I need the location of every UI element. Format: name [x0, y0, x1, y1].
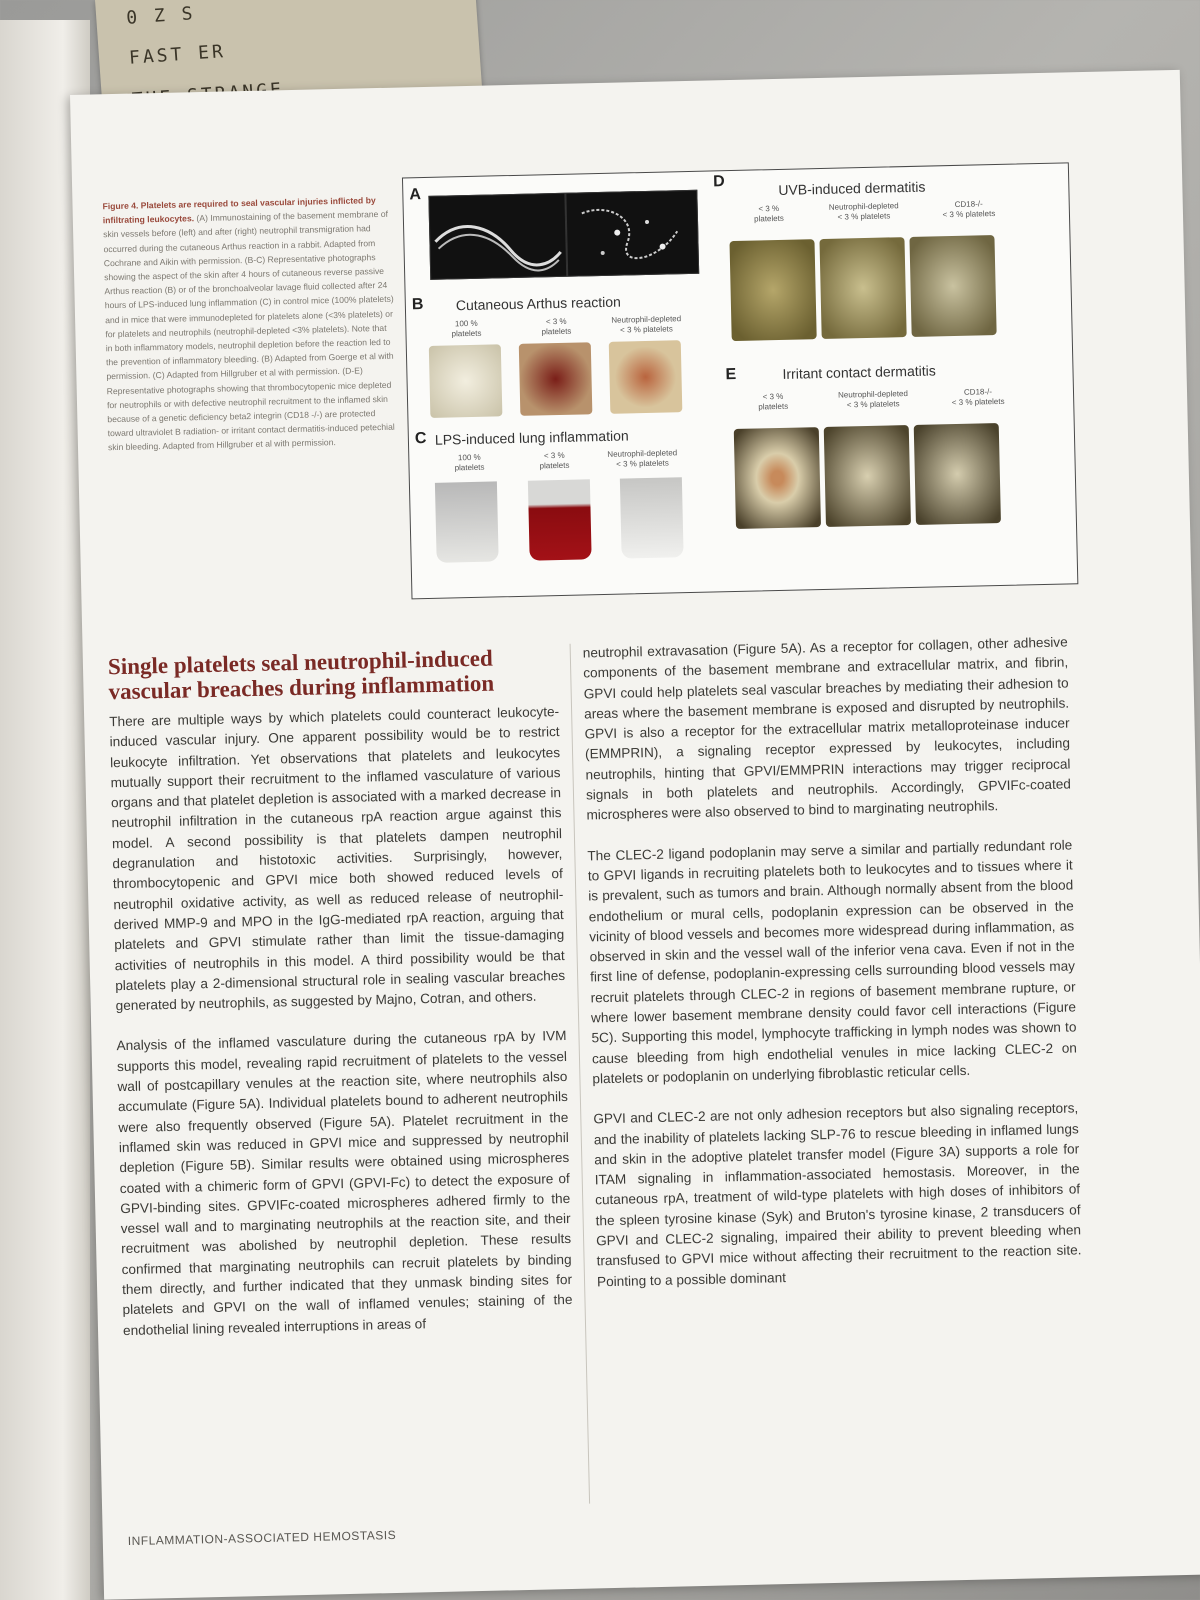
- panel-a-image-right: [565, 190, 699, 277]
- panel-b-label-3: Neutrophil-depleted < 3 % platelets: [611, 314, 682, 335]
- panel-e-label-2: Neutrophil-depleted < 3 % platelets: [837, 389, 908, 410]
- running-footer: INFLAMMATION-ASSOCIATED HEMOSTASIS: [127, 1527, 397, 1549]
- panel-b-label-2: < 3 % platelets: [541, 316, 572, 337]
- note-line-2: FAST ER: [128, 41, 227, 69]
- panel-d-skin-3: [909, 235, 996, 337]
- section-heading: Single platelets seal neutrophil-induced vascular breaches during inflammation: [107, 645, 495, 705]
- panel-e-title: Irritant contact dermatitis: [782, 362, 936, 382]
- panel-c-tube-1: [435, 481, 499, 562]
- vessel-image-left: [429, 194, 566, 279]
- panel-d-skin-1: [729, 239, 816, 341]
- panel-e-skin-1: [734, 427, 821, 529]
- panel-b-skin-1: [429, 344, 503, 418]
- panel-d-label-2: Neutrophil-depleted < 3 % platelets: [828, 201, 899, 222]
- panel-d-letter: D: [712, 173, 725, 191]
- panel-b-label-1: 100 % platelets: [451, 318, 482, 339]
- figure-4: [402, 162, 1078, 599]
- panel-c-tube-2: [528, 479, 592, 560]
- panel-c-tube-3: [620, 477, 684, 558]
- panel-e-label-1: < 3 % platelets: [758, 391, 789, 412]
- left-paragraph-1: There are multiple ways by which platelets could counteract leukocyte-induced vascular injury. One apparent possibility would be to restrict leukocyte infiltration. Yet observations that platelets and leukocytes mutually support their recruitment to the inflamed vasculature of various organs and that platelet depletion is associated with a marked decrease in neutrophil infiltration in the cutaneous rpA reaction argue against this model. A second possibility is that platelets dampen neutrophil degranulation and histotoxic activities. Surprisingly, however, thrombocytopenic and GPVI mice both showed reduced levels of neutrophil oxidative activity, as well as reduced release of neutrophil-derived MMP-9 and MPO in the IgG-mediated rpA reaction, arguing that platelets and GPVI stimulate rather than limit the tissue-damaging activities of neutrophils in this model. A third possibility would be that platelets play a 2-dimensional structural role in sealing vascular breaches generated by neutrophils, as suggested by Majno, Cotran, and others.: [109, 704, 566, 1014]
- panel-d-label-3: CD18-/- < 3 % platelets: [942, 199, 996, 220]
- panel-a-letter: A: [409, 186, 422, 204]
- panel-b-letter: B: [411, 296, 424, 314]
- caption-body: (A) Immunostaining of the basement membrane of skin vessels before (left) and after (right) neutrophil transmigration had occurred during the cutaneous Arthus reaction in a rabbit. Adapted from Cochrane and Aikin with permission. (B-C) Representative photographs showing the aspect of the skin after 4 hours of cutaneous reverse passive Arthus reaction (B) or of the bronchoalveolar lavage fluid collected after 24 hours of LPS-induced lung inflammation (C) in control mice (100% platelets) and in mice that were immunodepleted for platelets alone (<3% platelets) or for platelets and neutrophils (neutrophil-depleted <3% platelets). Note that in both inflammatory models, neutrophil depletion before the reaction led to the prevention of inflammatory bleeding. (B) Adapted from Goerge et al with permission. (C) Adapted from Hillgruber et al with permission. (D-E) Representative photographs showing that thrombocytopenic mice depleted for neutrophils or with defective neutrophil recruitment to the inflamed skin because of a genetic deficiency beta2 integrin (CD18 -/-) are protected toward ultraviolet B radiation- or irritant contact dermatitis-induced petechial skin bleeding. Adapted from Hillgruber et al with permission.: [103, 209, 395, 453]
- right-paragraph-1: neutrophil extravasation (Figure 5A). As a receptor for collagen, other adhesive components of the basement membrane and extracellular matrix, and fibrin, GPVI could help platelets seal vascular breaches by mediating their adhesion to areas where the basement membrane is exposed and disrupted by neutrophils. GPVI is also a receptor for the extracellular matrix metalloproteinase inducer (EMMPRIN), a signaling receptor expressed by leukocytes, including neutrophils, hinting that GPVI/EMMPRIN interactions may trigger reciprocal signals in both platelets and neutrophils. Accordingly, GPVIFc-coated microspheres were also observed to bind to marginating neutrophils.: [582, 634, 1072, 823]
- left-column: [109, 702, 574, 1361]
- vessel-image-right: [566, 191, 698, 276]
- right-paragraph-2: The CLEC-2 ligand podoplanin may serve a similar and partially redundant role to GPVI ligands in recruiting platelets both to leukocytes and to tissues where it is prevalent, such as tumors and brain. Although normally absent from the blood endothelium or mural cells, podoplanin expression can be observed in the vicinity of blood vessels and becomes more widespread during inflammation, as observed in skin and the vessel wall of the inferior vena cava. Even if not in the first line of defense, podoplanin-expressing cells surrounding blood vessels may recruit platelets through CLEC-2 in regions of basement membrane rupture, or where lower basement membrane density could favor cell interactions (Figure 5C). Supporting this model, lymphocyte trafficking in lymph nodes was shown to cause bleeding from high endothelial venules in mice lacking CLEC-2 on platelets or podoplanin on underlying fibroblastic reticular cells.: [587, 837, 1078, 1087]
- panel-e-label-3: CD18-/- < 3 % platelets: [951, 387, 1005, 408]
- panel-c-letter: C: [414, 430, 427, 448]
- journal-page: [70, 70, 1200, 1600]
- panel-c-label-1: 100 % platelets: [454, 452, 485, 473]
- figure-caption: [102, 193, 398, 455]
- panel-d-title: UVB-induced dermatitis: [778, 178, 926, 198]
- panel-c-label-3: Neutrophil-depleted < 3 % platelets: [607, 448, 678, 469]
- panel-b-title: Cutaneous Arthus reaction: [455, 293, 622, 314]
- panel-b-skin-2: [519, 342, 593, 416]
- panel-e-skin-2: [824, 425, 911, 527]
- panel-a-image-left: [428, 193, 567, 280]
- panel-d-label-1: < 3 % platelets: [753, 203, 784, 224]
- panel-c-title: LPS-induced lung inflammation: [434, 427, 629, 448]
- caption-lead: Figure 4. Platelets are required to seal vascular injuries inflicted by infiltrating leukocytes.: [102, 195, 376, 226]
- right-column: [583, 633, 1083, 1313]
- left-paragraph-2: Analysis of the inflamed vasculature during the cutaneous rpA by IVM supports this model, revealing rapid recruitment of platelets to the vessel wall of postcapillary venules at the reaction site, where neutrophils also accumulate (Figure 5A). Individual platelets bound to adherent neutrophils were also frequently observed (Figure 5A). Platelet recruitment in the inflamed skin was reduced in GPVI mice and suppressed by neutrophil depletion (Figure 5B). Similar results were obtained using microspheres coated with a chimeric form of GPVI (GPVI-Fc) to detect the exposure of GPVI-binding sites. GPVIFc-coated microspheres adhered firmly to the vessel wall and to marginating neutrophils at the reaction site, and their recruitment was abolished by neutrophil depletion. These results confirmed that marginating neutrophils can recruit platelets by binding them directly, and further indicated that they unmask binding sites for platelets and GPVI on the wall of inflamed venules; staining of the endothelial lining revealed interruptions in areas of: [116, 1028, 573, 1338]
- panel-e-skin-3: [914, 423, 1001, 525]
- panel-c-label-2: < 3 % platelets: [539, 450, 570, 471]
- note-line-1: 0 Z S: [125, 3, 197, 29]
- panel-e-letter: E: [725, 365, 737, 384]
- panel-b-skin-3: [609, 340, 683, 414]
- right-paragraph-3: GPVI and CLEC-2 are not only adhesion receptors but also signaling receptors, and the inability of platelets lacking SLP-76 to rescue bleeding in inflamed lungs and skin in the adoptive platelet transfer model (Figure 3A) supports a role for ITAM signaling in inflammation-associated hemostasis. Moreover, in the cutaneous rpA, treatment of wild-type platelets with high doses of inhibitors of the spleen tyrosine kinase (Syk) and Bruton's tyrosine kinase, 2 transducers of GPVI and CLEC-2 signaling, impaired their ability to prevent bleeding when transfused to GPVI mice without affecting their recruitment to the reaction site. Pointing to a possible dominant: [593, 1100, 1082, 1289]
- panel-d-skin-2: [819, 237, 906, 339]
